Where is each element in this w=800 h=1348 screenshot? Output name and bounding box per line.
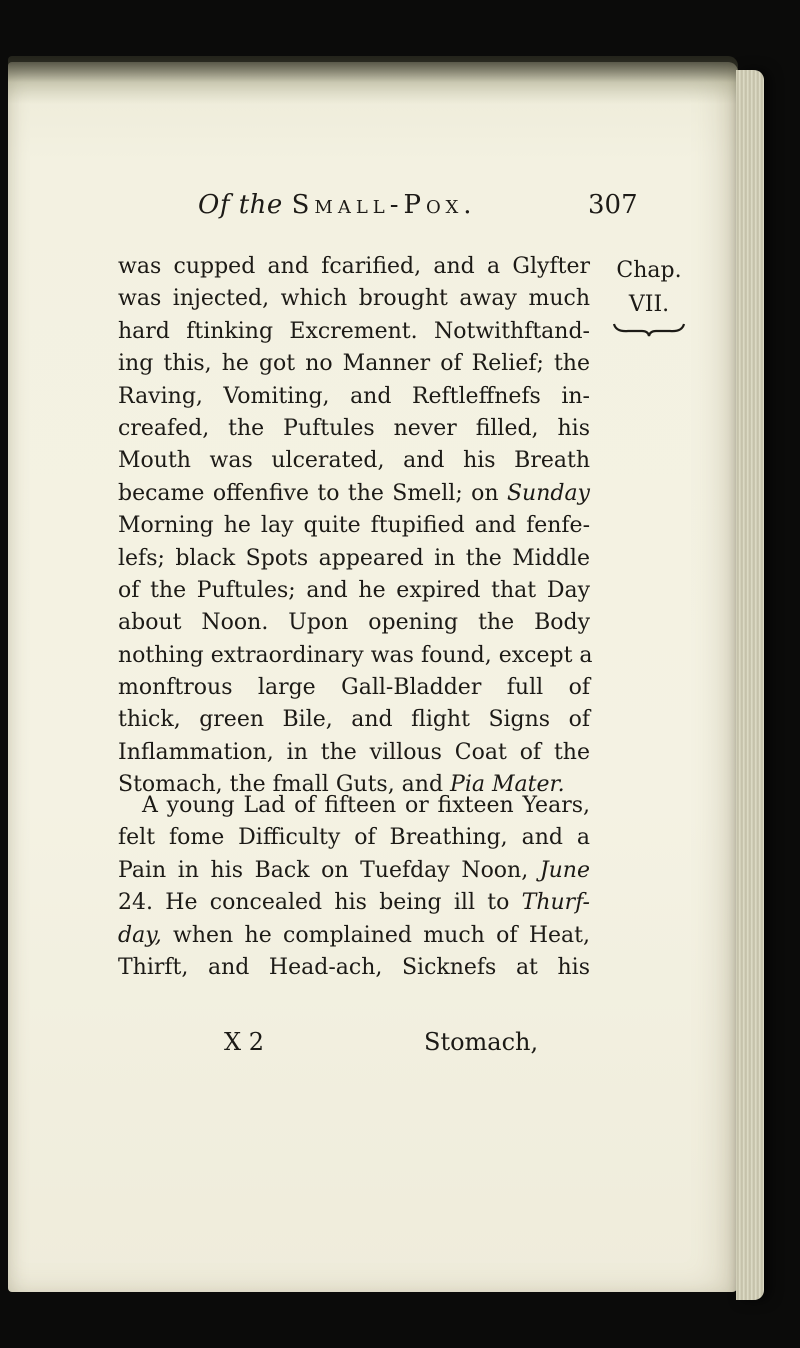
- text-line: creafed, the Puftules never filled, his: [118, 415, 590, 441]
- paragraph-1: [118, 251, 593, 802]
- paragraph-2: [118, 790, 590, 984]
- text-line: felt fome Difficulty of Breathing, and a: [118, 825, 590, 851]
- running-head-the: the: [238, 190, 283, 220]
- chapter-side-note: [594, 254, 704, 338]
- text-line: Raving, Vomiting, and Reftleffnefs in-: [118, 383, 590, 409]
- signature-mark: X 2: [224, 1028, 264, 1056]
- text-line: hard ftinking Excrement. Notwithftand-: [118, 318, 590, 344]
- text-line: Inflammation, in the villous Coat of the: [118, 739, 590, 765]
- text-line: Mouth was ulcerated, and his Breath: [118, 448, 590, 474]
- running-head-title: Small-Pox.: [291, 190, 477, 220]
- text-line: Thirft, and Head-ach, Sicknefs at his: [118, 954, 590, 980]
- book-fore-edge: [736, 70, 764, 1300]
- text-line: Pain in his Back on Tuefday Noon, June: [118, 857, 590, 883]
- text-line: was cupped and fcarified, and a Glyfter: [118, 254, 590, 279]
- text-line: thick, green Bile, and flight Signs of: [118, 707, 590, 733]
- text-line: became offenfive to the Smell; on Sunday: [118, 480, 590, 506]
- catchword: Stomach,: [424, 1028, 539, 1056]
- text-line: nothing extraordinary was found, except a: [118, 642, 593, 668]
- page-number: 307: [588, 190, 638, 220]
- text-line: about Noon. Upon opening the Body: [118, 610, 590, 636]
- text-line: A young Lad of fifteen or fixteen Years,: [142, 793, 590, 818]
- text-line: Morning he lay quite ftupified and fenfe-: [118, 513, 590, 539]
- running-head: [198, 190, 477, 220]
- brace-icon: [612, 322, 686, 338]
- running-head-of: Of: [198, 190, 230, 220]
- page-top-shadow: [8, 56, 738, 104]
- text-line: of the Puftules; and he expired that Day: [118, 577, 590, 603]
- text-line: monftrous large Gall-Bladder full of: [118, 675, 590, 701]
- text-line: lefs; black Spots appeared in the Middle: [118, 545, 590, 571]
- chapter-number: VII.: [628, 292, 670, 317]
- text-line: day, when he complained much of Heat,: [118, 922, 590, 948]
- text-line: ing this, he got no Manner of Relief; the: [118, 351, 590, 377]
- text-line: Stomach, the fmall Guts, and Pia Mater.: [118, 772, 565, 798]
- chapter-label: Chap.: [616, 258, 682, 283]
- text-line: was injected, which brought away much: [118, 286, 590, 312]
- text-line: 24. He concealed his being ill to Thurf-: [118, 890, 590, 916]
